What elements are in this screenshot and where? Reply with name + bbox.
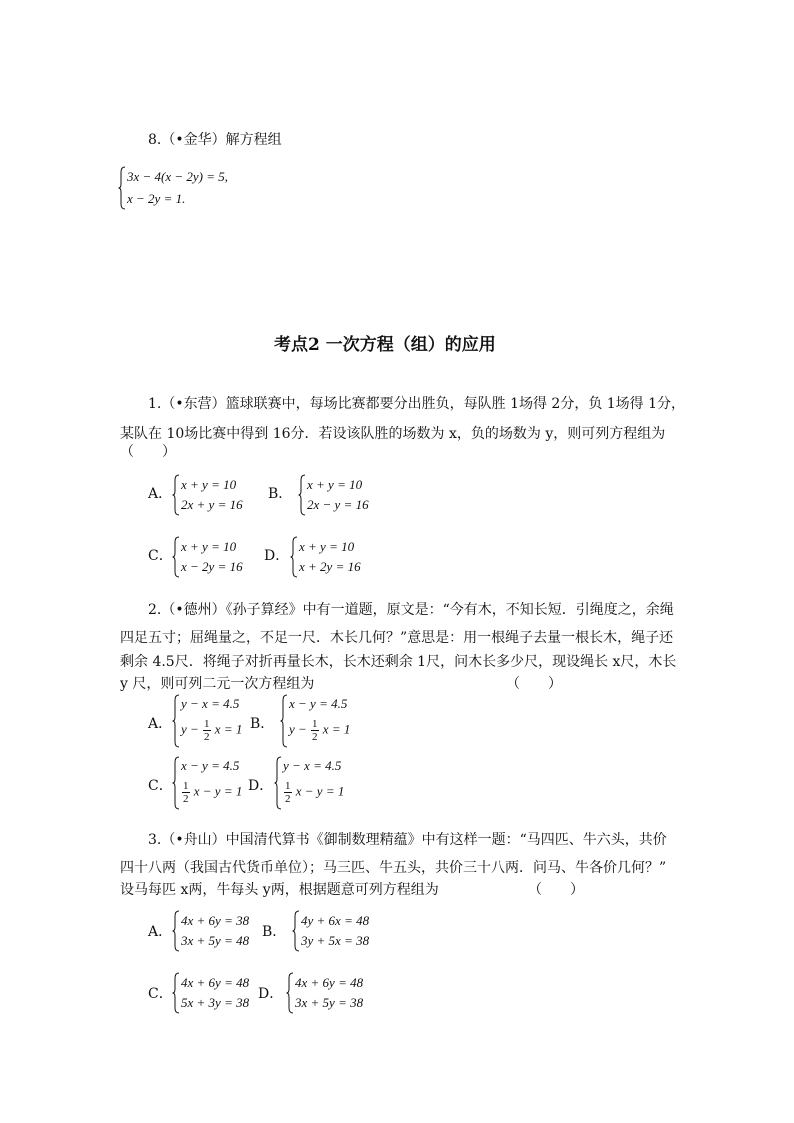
- brace-icon: [172, 474, 180, 516]
- q3-option-c-label: C．: [148, 986, 173, 1002]
- q3-answer-bracket: （ ）: [528, 882, 584, 898]
- q1-d-eq1: x + y = 10: [299, 539, 355, 554]
- q3-c-eq1: 4x + 6y = 48: [181, 975, 250, 990]
- denominator: 2: [312, 731, 318, 743]
- denominator: 2: [285, 793, 291, 805]
- q1-d-eq2: x + 2y = 16: [299, 559, 361, 574]
- numerator: 1: [204, 718, 210, 730]
- q2-option-a-system: [172, 694, 252, 748]
- q1-option-c-label: C．: [148, 548, 173, 564]
- q2-option-b-label: B．: [250, 716, 275, 732]
- q3-option-b-label: B．: [262, 924, 287, 940]
- brace-icon: [298, 474, 306, 516]
- brace-icon: [172, 756, 180, 810]
- brace-icon: [280, 694, 288, 748]
- q2-line4: y 尺，则可列二元一次方程组为: [120, 676, 315, 692]
- q1-c-eq1: x + y = 10: [181, 539, 237, 554]
- q2-d-eq2: [283, 780, 344, 805]
- brace-icon: [290, 536, 298, 578]
- q3-line3: 设马每匹 x两，牛每头 y两，根据题意可列方程组为: [120, 882, 439, 898]
- q3-c-eq2: 5x + 3y = 38: [181, 995, 250, 1010]
- q3-option-b-system: [292, 910, 392, 952]
- q1-a-eq2: 2x + y = 16: [181, 497, 243, 512]
- fraction: [284, 780, 292, 805]
- q2-a-eq2-pre: y −: [181, 721, 199, 737]
- q1-option-b-system: [298, 474, 388, 516]
- q1-b-eq2: 2x − y = 16: [307, 497, 369, 512]
- q3-d-eq1: 4x + 6y = 48: [295, 975, 364, 990]
- q8-eq2: x − 2y = 1.: [127, 191, 186, 206]
- q1-b-eq1: x + y = 10: [307, 477, 363, 492]
- q2-b-eq2-pre: y −: [289, 721, 307, 737]
- fraction: [203, 718, 211, 743]
- q2-a-eq1: y − x = 4.5: [181, 696, 240, 711]
- brace-icon: [286, 972, 294, 1014]
- q3-option-d-label: D．: [258, 986, 284, 1002]
- q1-c-eq2: x − 2y = 16: [181, 559, 243, 574]
- denominator: 2: [204, 731, 210, 743]
- denominator: 2: [183, 793, 189, 805]
- q3-d-eq2: 3x + 5y = 38: [295, 995, 364, 1010]
- q1-option-d-system: [290, 536, 380, 578]
- q2-c-eq2-post: x − y = 1: [193, 783, 243, 799]
- q3-b-eq2: 3y + 5x = 38: [301, 933, 370, 948]
- q1-option-c-system: [172, 536, 262, 578]
- q3-option-a-system: [172, 910, 272, 952]
- fraction: [311, 718, 319, 743]
- q2-c-eq2: [181, 780, 242, 805]
- brace-icon: [172, 972, 180, 1014]
- q3-option-c-system: [172, 972, 272, 1014]
- q1-option-d-label: D．: [264, 548, 290, 564]
- q2-option-a-label: A．: [148, 716, 173, 732]
- q2-answer-bracket: （ ）: [506, 676, 562, 692]
- fraction: [182, 780, 190, 805]
- brace-icon: [172, 910, 180, 952]
- q1-line2: 某队在 10场比赛中得到 16分．若设该队胜的场数为 x，负的场数为 y，则可列方程组为: [120, 426, 666, 442]
- q3-line1: 3.（•舟山）中国清代算书《御制数理精蕴》中有这样一题：“马四匹、牛六头，共价: [148, 832, 667, 848]
- q2-d-eq2-post: x − y = 1: [295, 783, 345, 799]
- section-title: 考点2 一次方程（组）的应用: [274, 335, 496, 355]
- q2-option-c-system: [172, 756, 252, 810]
- q1-option-a-system: [172, 474, 262, 516]
- q2-line2: 四足五寸；屈绳量之，不足一尺．木长几何？”意思是：用一根绳子去量一根长木，绳子还: [120, 630, 674, 646]
- q2-c-eq1: x − y = 4.5: [181, 758, 240, 773]
- q1-option-b-label: B．: [268, 486, 293, 502]
- brace-icon: [172, 536, 180, 578]
- q2-a-eq2: [181, 718, 242, 743]
- q1-line3: （ ）: [120, 444, 176, 460]
- brace-icon: [292, 910, 300, 952]
- numerator: 1: [312, 718, 318, 730]
- brace-icon: [118, 166, 126, 210]
- numerator: 1: [183, 780, 189, 792]
- q2-line3: 剩余 4.5尺．将绳子对折再量长木，长木还剩余 1尺，问木长多少尺，现设绳长 x尺，木长: [120, 654, 677, 670]
- q2-b-eq2-post: x = 1: [322, 721, 351, 737]
- q8-heading: 8.（•金华）解方程组: [148, 132, 282, 148]
- q8-eq1: 3x − 4(x − 2y) = 5,: [127, 169, 229, 184]
- q1-option-a-label: A．: [148, 486, 173, 502]
- q2-a-eq2-post: x = 1: [214, 721, 243, 737]
- q3-a-eq1: 4x + 6y = 38: [181, 913, 250, 928]
- q8-equation-system: [118, 166, 258, 210]
- q2-option-b-system: [280, 694, 360, 748]
- q1-line1: 1.（•东营）篮球联赛中，每场比赛都要分出胜负，每队胜 1场得 2分，负 1场得 1分，: [148, 396, 686, 412]
- q3-a-eq2: 3x + 5y = 48: [181, 933, 250, 948]
- q2-option-d-system: [274, 756, 354, 810]
- brace-icon: [172, 694, 180, 748]
- q2-line1: 2.（•德州）《孙子算经》中有一道题，原文是：“今有木，不知长短．引绳度之，余绳: [148, 602, 674, 618]
- q3-line2: 四十八两（我国古代货币单位）；马三匹、牛五头，共价三十八两．问马、牛各价几何？”: [120, 860, 667, 876]
- brace-icon: [274, 756, 282, 810]
- q2-option-d-label: D．: [248, 778, 274, 794]
- q1-a-eq1: x + y = 10: [181, 477, 237, 492]
- q2-option-c-label: C．: [148, 778, 173, 794]
- q3-b-eq1: 4y + 6x = 48: [301, 913, 370, 928]
- q3-option-d-system: [286, 972, 386, 1014]
- q2-d-eq1: y − x = 4.5: [283, 758, 342, 773]
- q3-option-a-label: A．: [148, 924, 173, 940]
- q2-b-eq2: [289, 718, 350, 743]
- numerator: 1: [285, 780, 291, 792]
- q2-b-eq1: x − y = 4.5: [289, 696, 348, 711]
